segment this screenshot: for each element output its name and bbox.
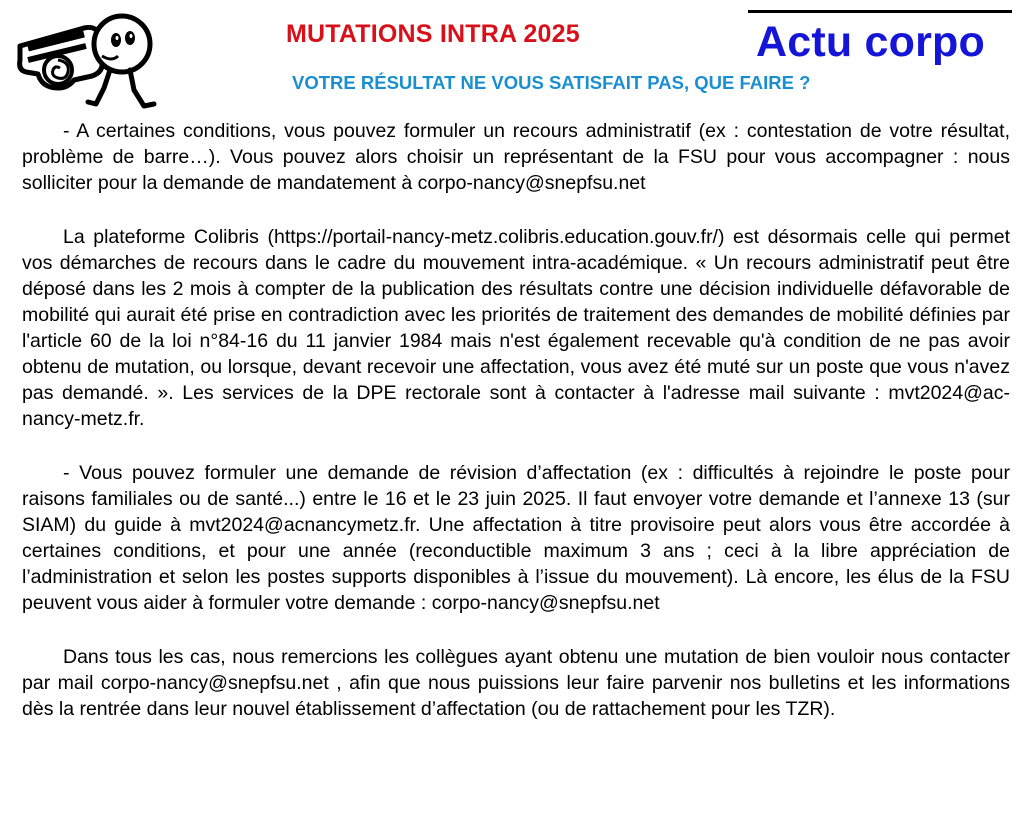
page-title: MUTATIONS INTRA 2025 — [286, 20, 580, 48]
paragraph-remerciements: Dans tous les cas, nous remercions les collègues ayant obtenu une mutation de bien vouloir nous contacter par mail corpo-nancy@snepfsu.net , afin que nous puissions leur faire parvenir nos bulletins et les informations dès la rentrée dans leur nouvel établissement d’affectation (ou de rattachement pour les TZR). — [22, 646, 1010, 720]
page-subtitle: VOTRE RÉSULTAT NE VOUS SATISFAIT PAS, QUE FAIRE ? — [292, 72, 811, 93]
article-body — [22, 118, 1010, 750]
header-rule — [748, 10, 1012, 13]
paragraph-recours-administratif: - A certaines conditions, vous pouvez formuler un recours administratif (ex : contestation de votre résultat, problème de barre…). Vous pouvez alors choisir un représentant de la FSU pour vous accompagner : nous solliciter pour la demande de mandatement à corpo-nancy@snepfsu.net — [22, 120, 1010, 194]
paragraph-plateforme-colibris: La plateforme Colibris (https://portail-nancy-metz.colibris.education.gouv.fr/) est désormais celle qui permet vos démarches de recours dans le cadre du mouvement intra-académique. « Un recours administratif peut être déposé dans les 2 mois à compter de la publication des résultats contre une décision individuelle défavorable de mobilité qui aurait été prise en contradiction avec les priorités de traitement des demandes de mobilité définies par l'article 60 de la loi n°84-16 du 11 janvier 1984 mais n'est également recevable qu'à condition de ne pas avoir obtenu de mutation, ou lorsque, devant recevoir une affectation, vous avez été muté sur un poste que vous n'avez pas demandé. ». Les services de la DPE rectorale sont à contacter à l'adresse mail suivante : mvt2024@ac-nancy-metz.fr. — [22, 226, 1010, 430]
paragraph-revision-affectation: - Vous pouvez formuler une demande de révision d’affectation (ex : difficultés à rejoindre le poste pour raisons familiales ou de santé...) entre le 16 et le 23 juin 2025. Il faut envoyer votre demande et l’annexe 13 (sur SIAM) du guide à mvt2024@acnancymetz.fr. Une affectation à titre provisoire peut alors vous être accordée à certaines conditions, et pour une année (reconductible maximum 3 ans ; ceci à la libre appréciation de l’administration et selon les postes supports disponibles à l’issue du mouvement). Là encore, les élus de la FSU peuvent vous aider à formuler votre demande : corpo-nancy@snepfsu.net — [22, 462, 1010, 614]
brand-title: Actu corpo — [756, 18, 985, 66]
whistle-mascot-icon — [14, 8, 162, 112]
